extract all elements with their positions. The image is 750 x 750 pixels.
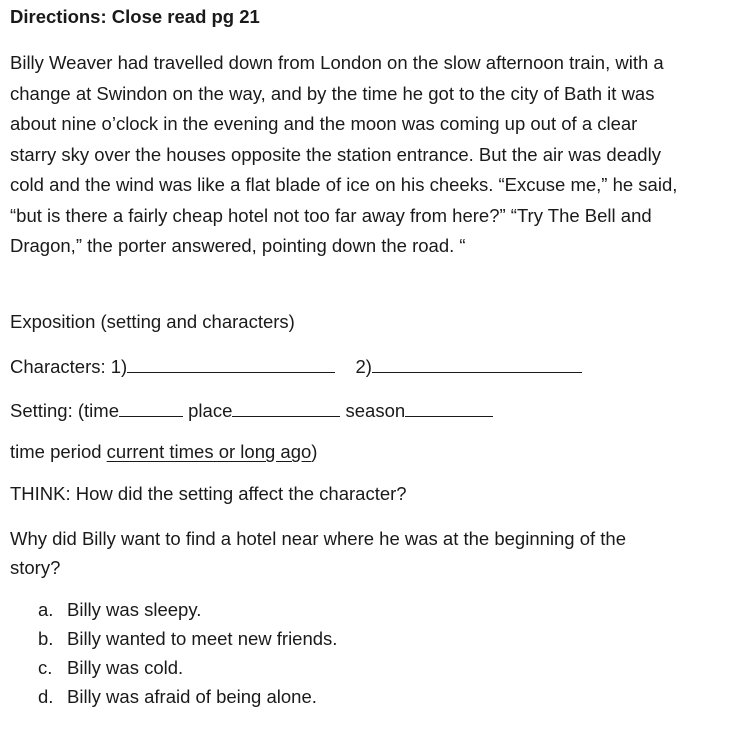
time-blank[interactable] [119, 399, 183, 417]
time-period-options: current times or long ago [106, 441, 312, 462]
directions-heading: Directions: Close read pg 21 [10, 6, 260, 27]
passage-line: “but is there a fairly cheap hotel not too far away from here?” “Try The Bell and [10, 204, 652, 226]
passage-line: cold and the wind was like a flat blade of ice on his cheeks. “Excuse me,” he said, [10, 174, 678, 195]
question [10, 524, 626, 582]
season-blank[interactable] [405, 399, 493, 417]
place-blank[interactable] [232, 399, 340, 417]
question-line: Why did Billy want to find a hotel near where he was at the beginning of the [10, 528, 627, 549]
passage-line: starry sky over the houses opposite the station entrance. But the air was deadly [10, 143, 661, 165]
time-period-close: ) [311, 441, 318, 462]
worksheet-page [10, 4, 746, 707]
answer-choice[interactable] [38, 653, 337, 682]
choice-text: Billy was sleepy. [67, 599, 202, 620]
characters-row [10, 354, 582, 380]
passage-line: Dragon,” the porter answered, pointing down the road. “ [10, 235, 466, 256]
answer-choice[interactable] [38, 595, 337, 624]
passage-line: Billy Weaver had travelled down from London on the slow afternoon train, with a [10, 52, 664, 73]
choice-letter: c. [38, 657, 53, 678]
characters-label: Characters: 1) [10, 356, 128, 377]
answer-choice[interactable] [38, 624, 337, 653]
answer-choices [38, 595, 337, 711]
character-1-blank[interactable] [127, 355, 335, 373]
choice-text: Billy wanted to meet new friends. [67, 628, 338, 649]
choice-letter: d. [38, 686, 54, 707]
answer-choice[interactable] [38, 682, 337, 711]
setting-row [10, 398, 493, 424]
choice-letter: b. [38, 628, 54, 649]
passage-line: change at Swindon on the way, and by the time he got to the city of Bath it was [10, 82, 655, 104]
season-label: season [345, 400, 406, 421]
time-period-row [10, 439, 317, 465]
character-2-blank[interactable] [372, 355, 582, 373]
place-label: place [188, 400, 233, 421]
passage-line: about nine o’clock in the evening and the moon was coming up out of a clear [10, 113, 638, 134]
choice-letter: a. [38, 599, 54, 620]
story-passage [10, 48, 748, 262]
think-prompt: THINK: How did the setting affect the character? [10, 483, 407, 504]
choice-text: Billy was cold. [67, 657, 184, 678]
exposition-title: Exposition (setting and characters) [10, 311, 295, 332]
time-period-label: time period [10, 441, 107, 462]
setting-label: Setting: (time [10, 400, 119, 421]
question-line: story? [10, 557, 61, 578]
characters-second-label: 2) [355, 356, 372, 377]
choice-text: Billy was afraid of being alone. [67, 686, 317, 707]
